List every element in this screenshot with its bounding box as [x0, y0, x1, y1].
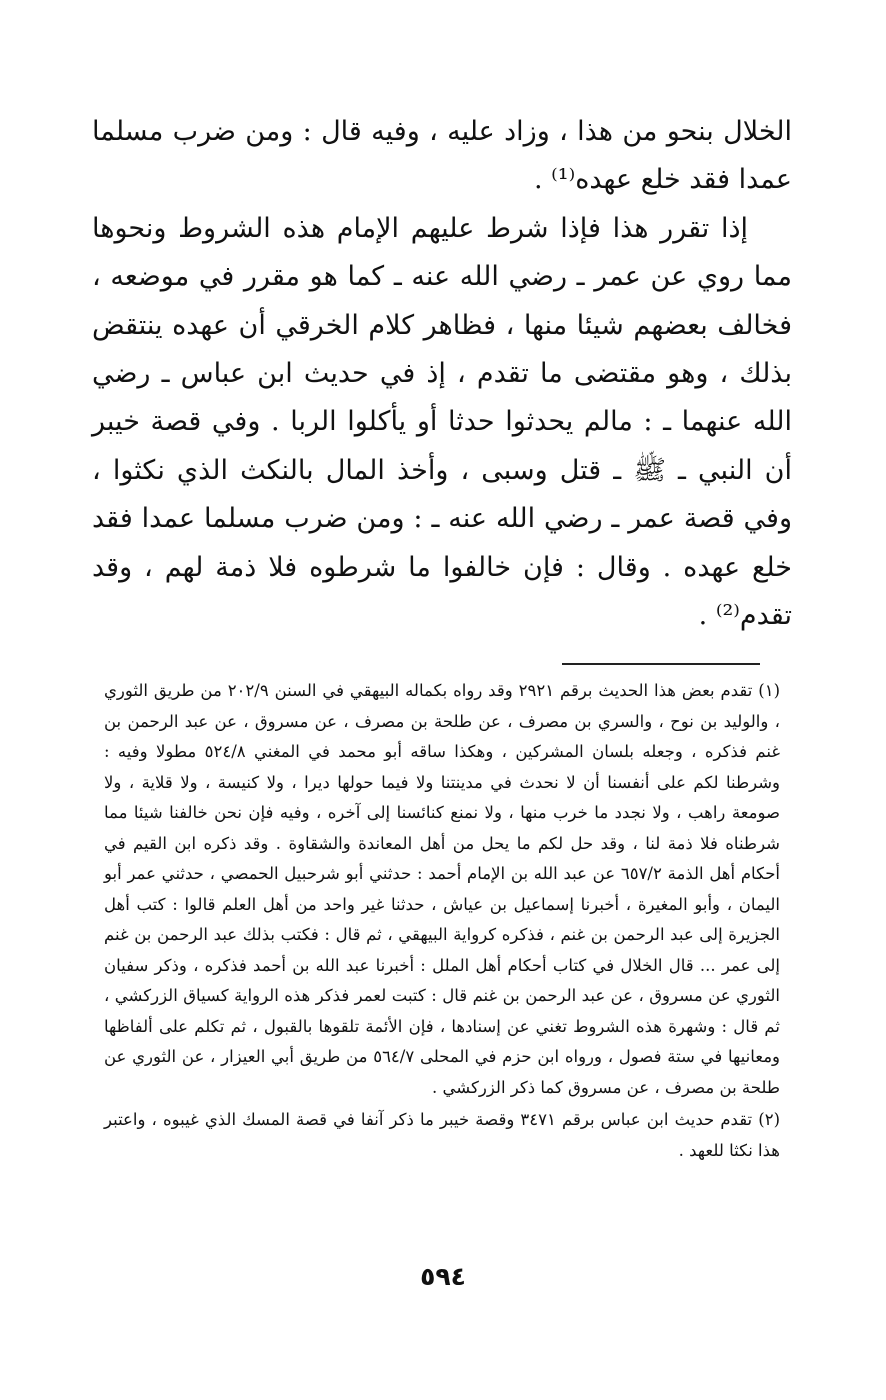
paragraph-continuation: الخلال بنحو من هذا ، وزاد عليه ، وفيه قال : ومن ضرب مسلما عمدا فقد خلع عهده⁽¹⁾ .	[92, 116, 792, 196]
footnote-1: (١) تقدم بعض هذا الحديث برقم ٢٩٢١ وقد رواه بكماله البيهقي في السنن ٢٠٢/٩ من طريق الثوري ، والوليد بن نوح ، والسري بن مصرف ، عن طلحة بن مصرف ، عن مسروق ، عن عبد الرحمن بن غنم فذكره ، وجعله بلسان المشركين ، وهكذا ساقه أبو محمد في المغني ٥٢٤/٨ مطولا وفيه : وشرطنا لكم على أنفسنا أن لا نحدث في مدينتنا ولا فيما حولها ديرا ، ولا كنيسة ، ولا قلاية ، ولا صومعة راهب ، ولا نجدد ما خرب منها ، ولا نمنع كنائسنا إلى آخره ، وفيه فإن نحن خالفنا شيئا مما شرطناه فلا ذمة لنا ، وقد حل لكم ما يحل من أهل المعاندة والشقاوة . وقد ذكره ابن القيم في أحكام أهل الذمة ٦٥٧/٢ عن عبد الله بن الإمام أحمد : حدثني أبو شرحبيل الحمصي ، حدثني عمر أبو اليمان ، وأبو المغيرة ، أخبرنا إسماعيل بن عياش ، حدثنا غير واحد من أهل العلم قالوا : كتب أهل الجزيرة إلى عبد الرحمن بن غنم ، فذكره كرواية البيهقي ، ثم قال : فكتب بذلك عبد الرحمن بن غنم إلى عمر ... قال الخلال في كتاب أحكام أهل الملل : أخبرنا عبد الله بن أحمد فذكره ، وذكر سفيان الثوري عن مسروق ، عن عبد الرحمن بن غنم قال : كتبت لعمر فذكر هذه الرواية كسياق الزركشي ، ثم قال : وشهرة هذه الشروط تغني عن إسنادها ، فإن الأئمة تلقوها بالقبول ، ثم تكلم على ألفاظها ومعانيها في ستة فصول ، ورواه ابن حزم في المحلى ٥٦٤/٧ من طريق أبي العيزار ، عن الثوري عن طلحة بن مصرف ، عن مسروق كما ذكر الزركشي .	[104, 681, 781, 1097]
footnote-2: (٢) تقدم حديث ابن عباس برقم ٣٤٧١ وقصة خيبر ما ذكر آنفا في قصة المسك الذي غيبوه ، واعتبر هذا نكثا للعهد .	[104, 1110, 781, 1160]
footnote-separator	[562, 663, 760, 665]
main-text	[92, 108, 792, 640]
page-number: ٥٩٤	[420, 1262, 466, 1291]
paragraph-main: إذا تقرر هذا فإذا شرط عليهم الإمام هذه الشروط ونحوها مما روي عن عمر ـ رضي الله عنه ـ كما هو مقرر في موضعه ، فخالف بعضهم شيئا منها ، فظاهر كلام الخرقي أن عهده ينتقض بذلك ، وهو مقتضى ما تقدم ، إذ في حديث ابن عباس ـ رضي الله عنهما ـ : مالم يحدثوا حدثا أو يأكلوا الربا . وفي قصة خيبر أن النبي ـ ﷺ ـ قتل وسبى ، وأخذ المال بالنكث الذي نكثوا ، وفي قصة عمر ـ رضي الله عنه ـ : ومن ضرب مسلما عمدا فقد خلع عهده . وقال : فإن خالفوا ما شرطوه فلا ذمة لهم ، وقد تقدم⁽²⁾ .	[92, 212, 792, 632]
footnotes	[104, 676, 780, 1166]
